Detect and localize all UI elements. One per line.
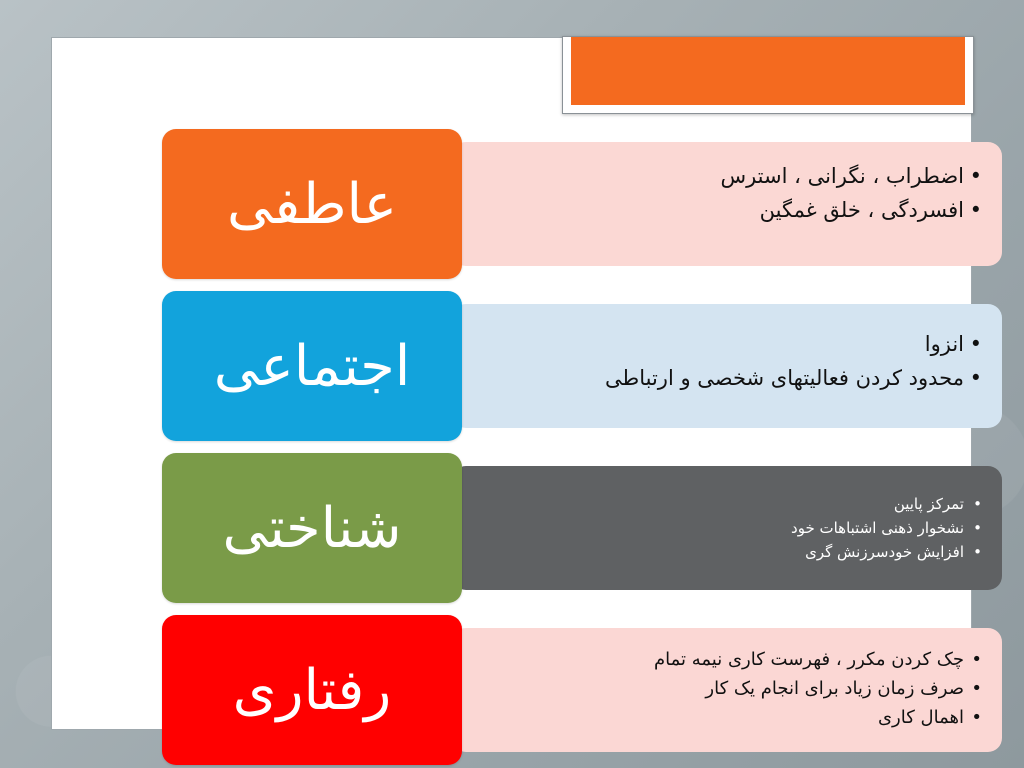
emotional-label-box xyxy=(162,129,462,279)
behavioral-label: رفتاری xyxy=(232,657,392,723)
cognitive-item-3: • افزایش خودسرزنش گری xyxy=(468,540,982,564)
title-color-bar xyxy=(571,37,965,105)
emotional-item-2: • افسردگی ، خلق غمگین xyxy=(468,194,982,228)
title-placeholder xyxy=(562,36,974,114)
behavioral-item-3: • اهمال کاری xyxy=(468,704,982,733)
cognitive-label-box xyxy=(162,453,462,603)
cognitive-row xyxy=(162,453,1002,603)
cognitive-content-panel xyxy=(452,466,1002,590)
social-item-2: • محدود کردن فعالیتهای شخصی و ارتباطی xyxy=(468,362,982,396)
behavioral-item-1: • چک کردن مکرر ، فهرست کاری نیمه تمام xyxy=(468,646,982,675)
social-row xyxy=(162,291,1002,441)
cognitive-label: شناختی xyxy=(222,495,402,561)
social-list xyxy=(468,322,982,395)
cognitive-item-1: • تمرکز پایین xyxy=(468,492,982,516)
emotional-list xyxy=(468,160,982,227)
behavioral-row xyxy=(162,615,1002,765)
behavioral-label-box xyxy=(162,615,462,765)
emotional-label: عاطفی xyxy=(226,171,398,237)
behavioral-content-panel xyxy=(452,628,1002,752)
social-label: اجتماعی xyxy=(213,333,411,399)
social-item-1: • انزوا xyxy=(468,328,982,362)
social-content-panel xyxy=(452,304,1002,428)
emotional-row xyxy=(162,129,1002,279)
emotional-content-panel xyxy=(452,142,1002,266)
cognitive-list xyxy=(468,484,982,564)
emotional-item-1: • اضطراب ، نگرانی ، استرس xyxy=(468,160,982,194)
behavioral-item-2: • صرف زمان زیاد برای انجام یک کار xyxy=(468,675,982,704)
behavioral-list xyxy=(468,646,982,732)
social-label-box xyxy=(162,291,462,441)
cognitive-item-2: • نشخوار ذهنی اشتباهات خود xyxy=(468,516,982,540)
